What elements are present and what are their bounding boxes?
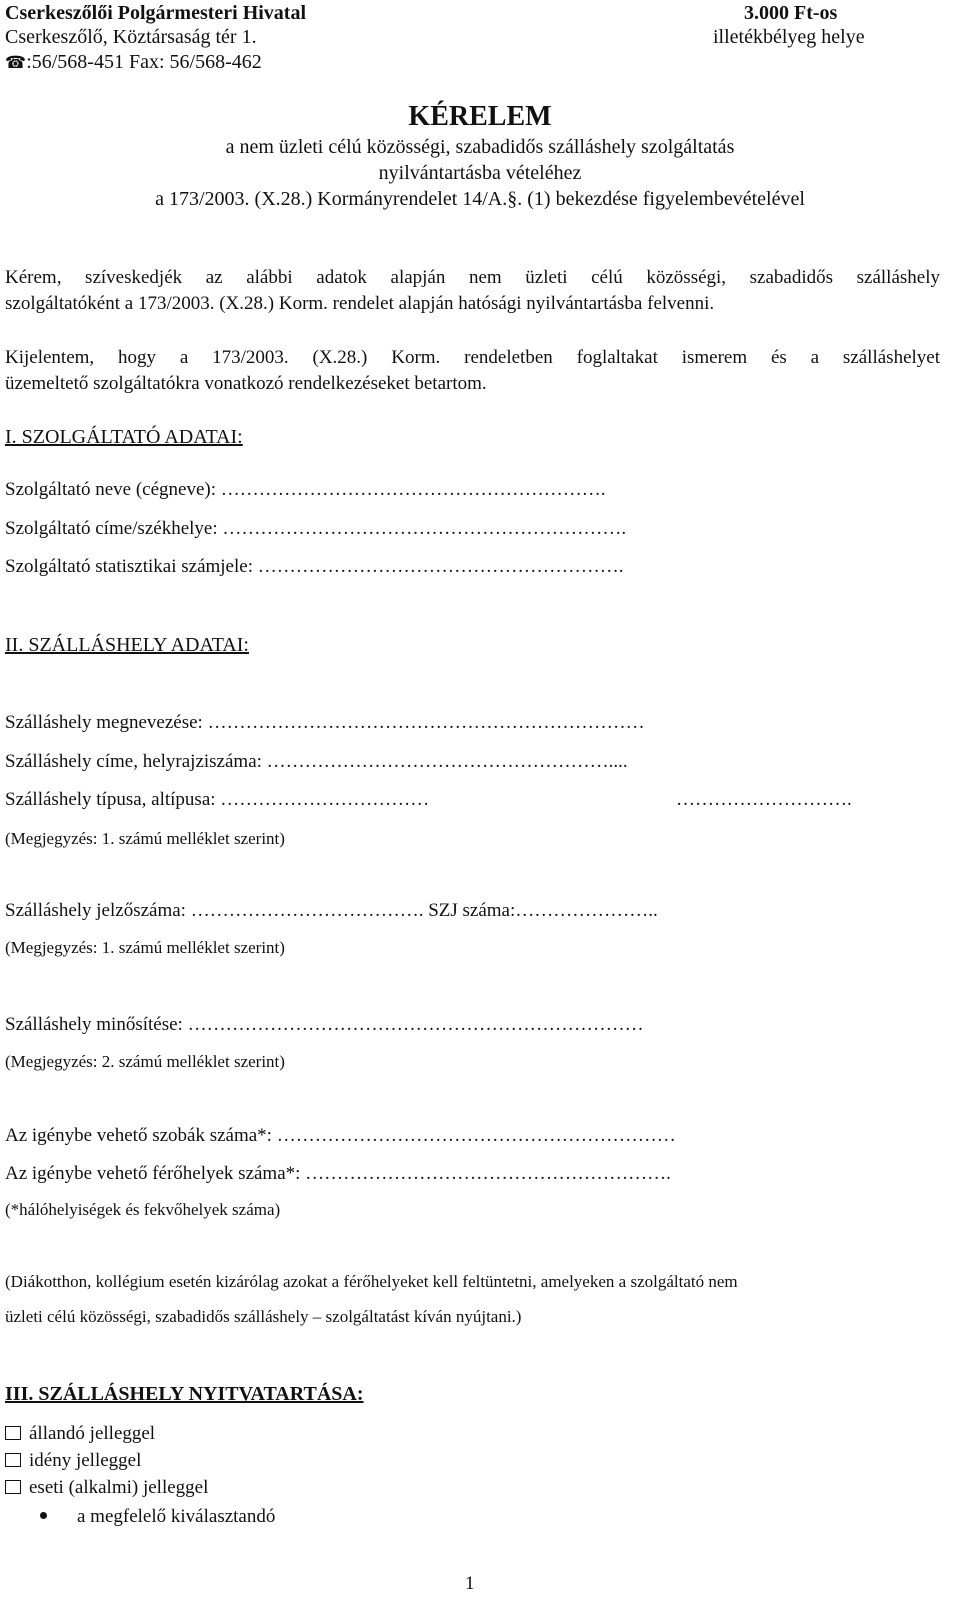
checkbox-icon[interactable] xyxy=(5,1453,21,1467)
provider-address-field: Szolgáltató címe/székhelye: ………………………………………………………. xyxy=(5,518,627,539)
option-permanent[interactable] xyxy=(5,1422,155,1445)
stamp-place: illetékbélyeg helye xyxy=(713,26,865,48)
option-seasonal[interactable] xyxy=(5,1449,141,1472)
accommodation-subtype-field: ………………………. xyxy=(676,789,852,810)
checkbox-icon[interactable] xyxy=(5,1426,21,1440)
provider-stat-field: Szolgáltató statisztikai számjele: …………………………………………………. xyxy=(5,556,624,577)
title-line-3: a 173/2003. (X.28.) Kormányrendelet 14/A.§. (1) bekezdése figyelembevételével xyxy=(155,188,805,210)
office-address: Cserkeszőlő, Köztársaság tér 1. xyxy=(5,26,257,48)
title-line-2: nyilvántartásba vételéhez xyxy=(378,162,582,184)
accommodation-name-field: Szálláshely megnevezése: …………………………………………………………… xyxy=(5,712,645,733)
declaration-line-2: üzemeltető szolgáltatókra vonatkozó rendelkezéseket betartom. xyxy=(5,373,487,394)
stamp-amount: 3.000 Ft-os xyxy=(744,2,838,24)
accommodation-type-field: Szálláshely típusa, altípusa: …………………………… xyxy=(5,789,430,810)
option-label: eseti (alkalmi) jelleggel xyxy=(29,1477,209,1498)
dormitory-note-line-2: üzleti célú közösségi, szabadidős szálláshely – szolgáltatást kíván nyújtani.) xyxy=(5,1307,522,1326)
option-label: állandó jelleggel xyxy=(29,1423,156,1444)
office-phone-fax xyxy=(5,50,262,75)
phone-fax-text: :56/568-451 Fax: 56/568-462 xyxy=(26,51,262,73)
option-occasional[interactable] xyxy=(5,1476,208,1499)
rooms-count-field: Az igénybe vehető szobák száma*: ……………………………………………………… xyxy=(5,1125,676,1146)
section-1-heading: I. SZOLGÁLTATÓ ADATAI: xyxy=(5,426,243,448)
checkbox-icon[interactable] xyxy=(5,1480,21,1494)
title-line-1: a nem üzleti célú közösségi, szabadidős szálláshely szolgáltatás xyxy=(225,136,735,158)
document-title: KÉRELEM xyxy=(408,101,552,132)
note-1: (Megjegyzés: 1. számú melléklet szerint) xyxy=(5,829,285,848)
request-line-1: Kérem, szíveskedjék az alábbi adatok alapján nem üzleti célú közösségi, szabadidős szálláshely xyxy=(5,267,940,288)
office-name: Cserkeszőlői Polgármesteri Hivatal xyxy=(5,2,307,24)
dormitory-note-line-1: (Diákotthon, kollégium esetén kizárólag azokat a férőhelyeket kell feltüntetni, amelyeken a szolgáltató nem xyxy=(5,1272,738,1291)
section-3-heading: III. SZÁLLÁSHELY NYITVATARTÁSA: xyxy=(5,1383,364,1405)
phone-icon: ☎ xyxy=(5,53,27,73)
accommodation-rating-field: Szálláshely minősítése: ……………………………………………………………… xyxy=(5,1014,644,1035)
option-label: idény jelleggel xyxy=(29,1450,142,1471)
provider-name-field: Szolgáltató neve (cégneve): ……………………………………………………. xyxy=(5,479,606,500)
beds-count-field: Az igénybe vehető férőhelyek száma*: …………………………………………………. xyxy=(5,1163,671,1184)
request-line-2: szolgáltatóként a 173/2003. (X.28.) Korm. rendelet alapján hatósági nyilvántartásba felvenni. xyxy=(5,293,715,314)
selection-instruction xyxy=(40,1505,275,1528)
beds-note: (*hálóhelyiségek és fekvőhelyek száma) xyxy=(5,1200,281,1219)
note-2: (Megjegyzés: 1. számú melléklet szerint) xyxy=(5,938,285,957)
accommodation-code-field: Szálláshely jelzőszáma: ………………………………. SZJ száma:………………….. xyxy=(5,900,658,921)
instruction-text: a megfelelő kiválasztandó xyxy=(77,1506,276,1527)
note-3: (Megjegyzés: 2. számú melléklet szerint) xyxy=(5,1052,285,1071)
page-number: 1 xyxy=(465,1573,475,1594)
bullet-icon xyxy=(40,1512,47,1519)
section-2-heading: II. SZÁLLÁSHELY ADATAI: xyxy=(5,634,249,656)
accommodation-address-field: Szálláshely címe, helyrajziszáma: ……………………………………………….... xyxy=(5,751,628,772)
declaration-line-1: Kijelentem, hogy a 173/2003. (X.28.) Korm. rendeletben foglaltakat ismerem és a szálláshelyet xyxy=(5,347,940,368)
